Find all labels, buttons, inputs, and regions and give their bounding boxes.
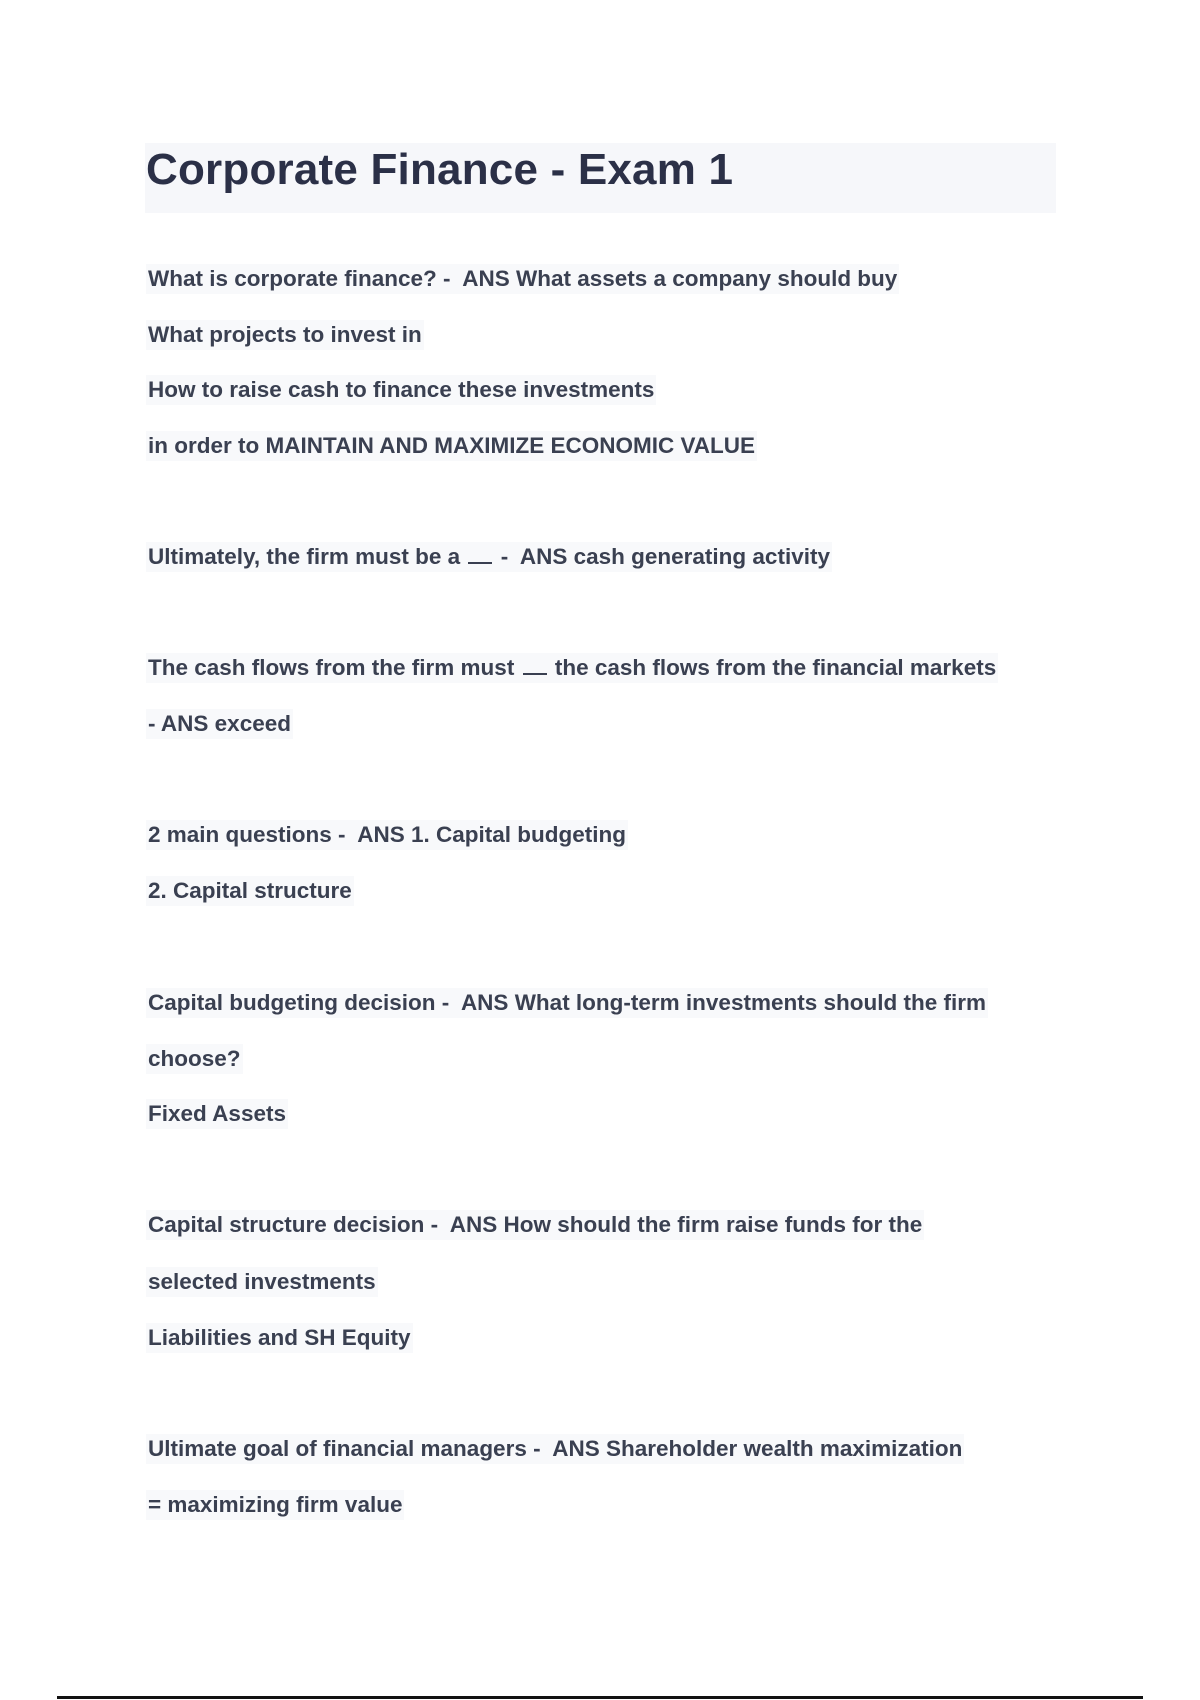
- answer-text: ANS 1. Capital budgeting: [357, 822, 626, 847]
- qa-line: [146, 820, 628, 850]
- question-text: the cash flows from the financial markets: [554, 655, 997, 680]
- answer-text: ANS What long-term investments should the firm: [460, 990, 986, 1015]
- answer-line: Fixed Assets: [146, 1099, 288, 1129]
- qa-line: [146, 542, 832, 572]
- answer-text: ANS How should the firm raise funds for the: [449, 1212, 923, 1237]
- document-title: Corporate Finance - Exam 1: [146, 145, 734, 194]
- answer-line: 2. Capital structure: [146, 876, 354, 906]
- answer-line: choose?: [146, 1044, 243, 1074]
- question-text: Capital structure decision -: [148, 1212, 439, 1237]
- question-text: The cash flows from the firm must: [148, 655, 515, 680]
- question-text: What is corporate finance? -: [148, 266, 451, 291]
- question-text: Capital budgeting decision -: [148, 990, 450, 1015]
- answer-line: selected investments: [146, 1267, 378, 1297]
- answer-line: = maximizing firm value: [146, 1490, 404, 1520]
- qa-line: [146, 264, 899, 294]
- answer-line: in order to MAINTAIN AND MAXIMIZE ECONOMIC VALUE: [146, 431, 757, 461]
- qa-line: [146, 1210, 924, 1240]
- fill-in-blank: [523, 657, 547, 675]
- answer-line: Liabilities and SH Equity: [146, 1323, 413, 1353]
- answer-line: - ANS exceed: [146, 709, 293, 739]
- page-bottom-rule: [57, 1696, 1143, 1699]
- qa-line: [146, 988, 988, 1018]
- question-text: Ultimate goal of financial managers -: [148, 1436, 541, 1461]
- question-text: -: [500, 544, 509, 569]
- answer-text: ANS What assets a company should buy: [462, 266, 898, 291]
- qa-line: [146, 653, 998, 683]
- fill-in-blank: [468, 546, 492, 564]
- qa-line: [146, 1434, 964, 1464]
- answer-line: What projects to invest in: [146, 320, 424, 350]
- answer-text: ANS Shareholder wealth maximization: [552, 1436, 963, 1461]
- question-text: Ultimately, the firm must be a: [148, 544, 461, 569]
- question-text: 2 main questions -: [148, 822, 346, 847]
- answer-text: ANS cash generating activity: [519, 544, 830, 569]
- answer-line: How to raise cash to finance these investments: [146, 375, 656, 405]
